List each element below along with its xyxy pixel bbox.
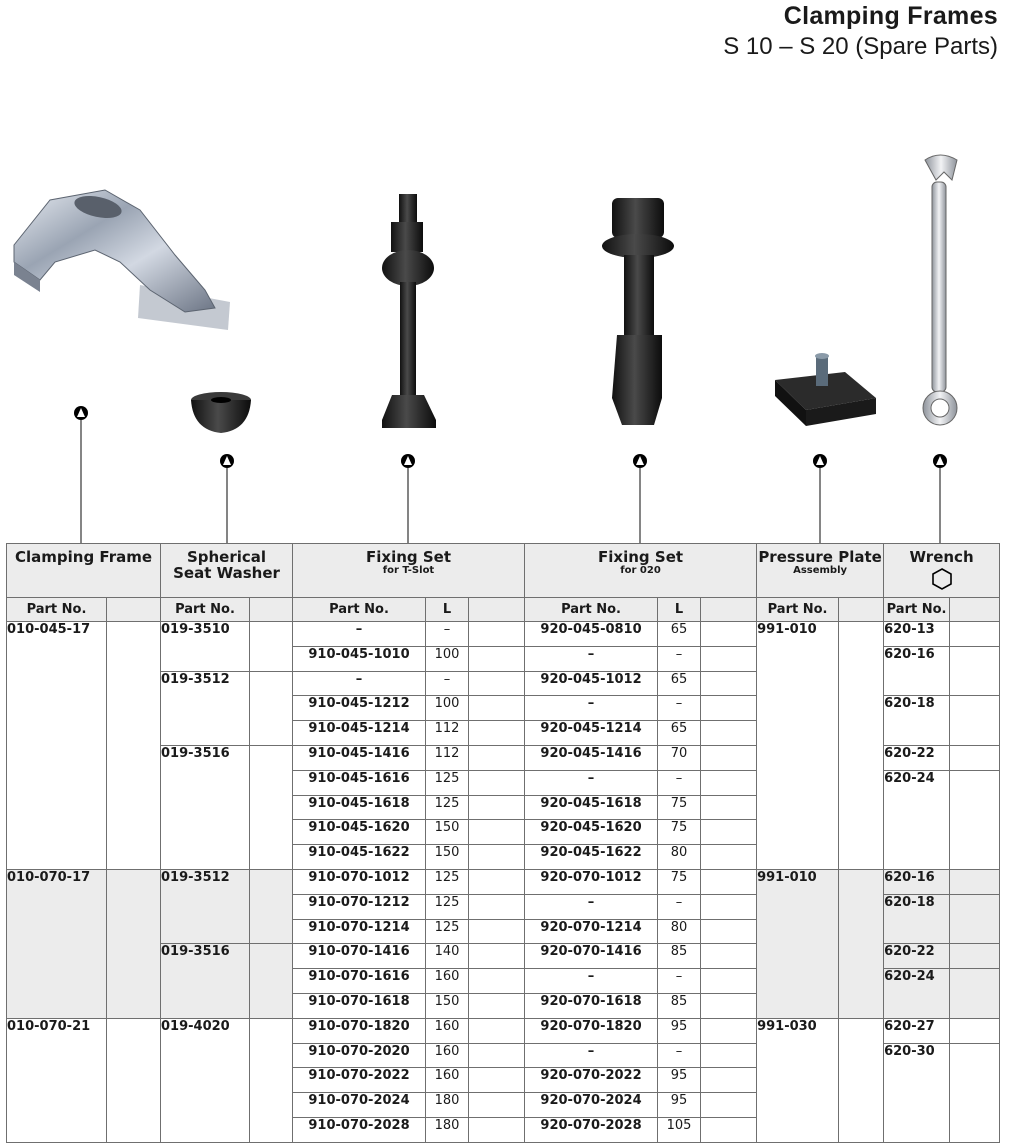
fixing-length: 75	[658, 820, 701, 845]
fixing-cell: 920-070-1618	[525, 993, 658, 1018]
tslot-length: 140	[426, 944, 469, 969]
hex-icon	[932, 568, 952, 590]
tslot-cell: 910-070-1820	[293, 1018, 426, 1043]
fixing-cell: –	[525, 894, 658, 919]
tslot-length: 160	[426, 1043, 469, 1068]
frame-cell: 010-070-21	[7, 1018, 107, 1142]
spare-parts-table	[6, 543, 1000, 1143]
product-illustrations	[0, 0, 1010, 545]
col-length: L	[658, 598, 701, 622]
washer-cell: 019-3512	[161, 869, 250, 943]
wrench-cell: 620-13	[884, 622, 950, 647]
header-fixing-tslot: Fixing Set for T-Slot	[293, 544, 525, 598]
tslot-length: –	[426, 671, 469, 696]
tslot-cell: 910-070-1616	[293, 969, 426, 994]
col-part-no: Part No.	[525, 598, 658, 622]
tslot-cell: 910-045-1616	[293, 770, 426, 795]
fixing-length: –	[658, 969, 701, 994]
tslot-length: 125	[426, 894, 469, 919]
marker-pressure-plate	[813, 454, 827, 468]
col-part-no: Part No.	[293, 598, 426, 622]
fixing-length: 65	[658, 671, 701, 696]
washer-cell: 019-3516	[161, 944, 250, 1018]
fixing-cell: 920-045-1618	[525, 795, 658, 820]
fixing-length: 95	[658, 1093, 701, 1118]
tslot-cell: 910-045-1620	[293, 820, 426, 845]
tslot-length: 112	[426, 721, 469, 746]
tslot-cell: –	[293, 671, 426, 696]
tslot-cell: 910-045-1214	[293, 721, 426, 746]
tslot-length: 100	[426, 696, 469, 721]
wrench-cell: 620-24	[884, 969, 950, 1019]
tslot-cell: 910-070-2028	[293, 1117, 426, 1142]
title-sub: S 10 – S 20 (Spare Parts)	[723, 33, 998, 60]
fixing-cell: 920-070-2024	[525, 1093, 658, 1118]
tslot-length: –	[426, 622, 469, 647]
marker-tslot-bolt	[401, 454, 415, 468]
subheader-row	[7, 598, 1000, 622]
tslot-cell: 910-070-1214	[293, 919, 426, 944]
marker-wrench	[933, 454, 947, 468]
col-part-no: Part No.	[7, 598, 107, 622]
fixing-length: 95	[658, 1018, 701, 1043]
header-fixing-020: Fixing Set for 020	[525, 544, 757, 598]
header-wrench: Wrench	[884, 544, 1000, 598]
fixing-length: 70	[658, 745, 701, 770]
tslot-cell: –	[293, 622, 426, 647]
fixing-cell: –	[525, 646, 658, 671]
header-seat-washer: Spherical Seat Washer	[161, 544, 293, 598]
tslot-length: 100	[426, 646, 469, 671]
fixing-cell: 920-070-1820	[525, 1018, 658, 1043]
washer-cell: 019-3510	[161, 622, 250, 672]
washer-cell: 019-4020	[161, 1018, 250, 1142]
fixing-length: 80	[658, 845, 701, 870]
fixing-cell: 920-045-1012	[525, 671, 658, 696]
wrench-cell: 620-18	[884, 894, 950, 944]
fixing-cell: 920-070-1416	[525, 944, 658, 969]
washer-cell: 019-3512	[161, 671, 250, 745]
tslot-length: 150	[426, 845, 469, 870]
table-row	[7, 622, 1000, 647]
wrench-cell: 620-18	[884, 696, 950, 746]
fixing-cell: –	[525, 1043, 658, 1068]
tslot-cell: 910-045-1010	[293, 646, 426, 671]
frame-cell: 010-045-17	[7, 622, 107, 870]
tslot-cell: 910-070-2024	[293, 1093, 426, 1118]
fixing-cell: 920-070-1012	[525, 869, 658, 894]
fixing-length: –	[658, 696, 701, 721]
tslot-length: 125	[426, 795, 469, 820]
wrench-image	[923, 155, 957, 425]
fixing-cell: 920-070-1214	[525, 919, 658, 944]
tslot-length: 125	[426, 869, 469, 894]
tslot-length: 160	[426, 1018, 469, 1043]
col-length: L	[426, 598, 469, 622]
fixing-length: 85	[658, 944, 701, 969]
fixing-cell: 920-070-2028	[525, 1117, 658, 1142]
clamping-frame-image	[14, 190, 230, 330]
fixing-cell: 920-045-0810	[525, 622, 658, 647]
tslot-cell: 910-070-1416	[293, 944, 426, 969]
fixing-length: 65	[658, 721, 701, 746]
tslot-cell: 910-070-1618	[293, 993, 426, 1018]
tslot-length: 112	[426, 745, 469, 770]
fixing-cell: 920-045-1416	[525, 745, 658, 770]
fixing-length: 80	[658, 919, 701, 944]
header-clamping-frame: Clamping Frame	[7, 544, 161, 598]
pressure-cell: 991-010	[757, 622, 839, 870]
title-main: Clamping Frames	[783, 2, 998, 30]
fixing-cell: 920-070-2022	[525, 1068, 658, 1093]
tslot-length: 180	[426, 1093, 469, 1118]
fixing-cell: 920-045-1622	[525, 845, 658, 870]
fixing-length: –	[658, 770, 701, 795]
fixing-cell: –	[525, 696, 658, 721]
fixing-length: –	[658, 894, 701, 919]
tslot-cell: 910-045-1212	[293, 696, 426, 721]
frame-cell: 010-070-17	[7, 869, 107, 1018]
tslot-cell: 910-045-1622	[293, 845, 426, 870]
fixing-cell: –	[525, 969, 658, 994]
fixing-length: 65	[658, 622, 701, 647]
fixing-length: 95	[658, 1068, 701, 1093]
tslot-cell: 910-070-1212	[293, 894, 426, 919]
fixing-cell: 920-045-1620	[525, 820, 658, 845]
tslot-cell: 910-070-1012	[293, 869, 426, 894]
marker-fixing-bolt	[633, 454, 647, 468]
tslot-length: 125	[426, 919, 469, 944]
wrench-cell: 620-16	[884, 869, 950, 894]
fixing-length: 75	[658, 795, 701, 820]
tslot-length: 160	[426, 969, 469, 994]
header-pressure-plate: Pressure Plate Assembly	[757, 544, 884, 598]
washer-cell: 019-3516	[161, 745, 250, 869]
pressure-cell: 991-010	[757, 869, 839, 1018]
wrench-cell: 620-16	[884, 646, 950, 696]
callout-lines	[81, 420, 940, 545]
fixing-bolt-image	[602, 198, 674, 425]
fixing-cell: –	[525, 770, 658, 795]
fixing-length: –	[658, 1043, 701, 1068]
tslot-cell: 910-070-2022	[293, 1068, 426, 1093]
wrench-cell: 620-24	[884, 770, 950, 869]
fixing-cell: 920-045-1214	[525, 721, 658, 746]
pressure-plate-image	[775, 353, 876, 426]
marker-clamping-frame	[74, 406, 88, 420]
tslot-length: 180	[426, 1117, 469, 1142]
col-part-no: Part No.	[884, 598, 950, 622]
marker-seat-washer	[220, 454, 234, 468]
tslot-bolt-image	[382, 194, 436, 428]
tslot-length: 125	[426, 770, 469, 795]
wrench-cell: 620-27	[884, 1018, 950, 1043]
fixing-length: –	[658, 646, 701, 671]
tslot-length: 150	[426, 820, 469, 845]
pressure-cell: 991-030	[757, 1018, 839, 1142]
tslot-cell: 910-045-1618	[293, 795, 426, 820]
wrench-cell: 620-30	[884, 1043, 950, 1142]
fixing-length: 85	[658, 993, 701, 1018]
col-part-no: Part No.	[161, 598, 250, 622]
col-part-no: Part No.	[757, 598, 839, 622]
tslot-length: 150	[426, 993, 469, 1018]
tslot-length: 160	[426, 1068, 469, 1093]
tslot-cell: 910-070-2020	[293, 1043, 426, 1068]
wrench-cell: 620-22	[884, 745, 950, 770]
header-row	[7, 544, 1000, 598]
table-row	[7, 869, 1000, 894]
seat-washer-image	[191, 392, 251, 433]
table-row	[7, 1018, 1000, 1043]
tslot-cell: 910-045-1416	[293, 745, 426, 770]
wrench-cell: 620-22	[884, 944, 950, 969]
fixing-length: 75	[658, 869, 701, 894]
fixing-length: 105	[658, 1117, 701, 1142]
